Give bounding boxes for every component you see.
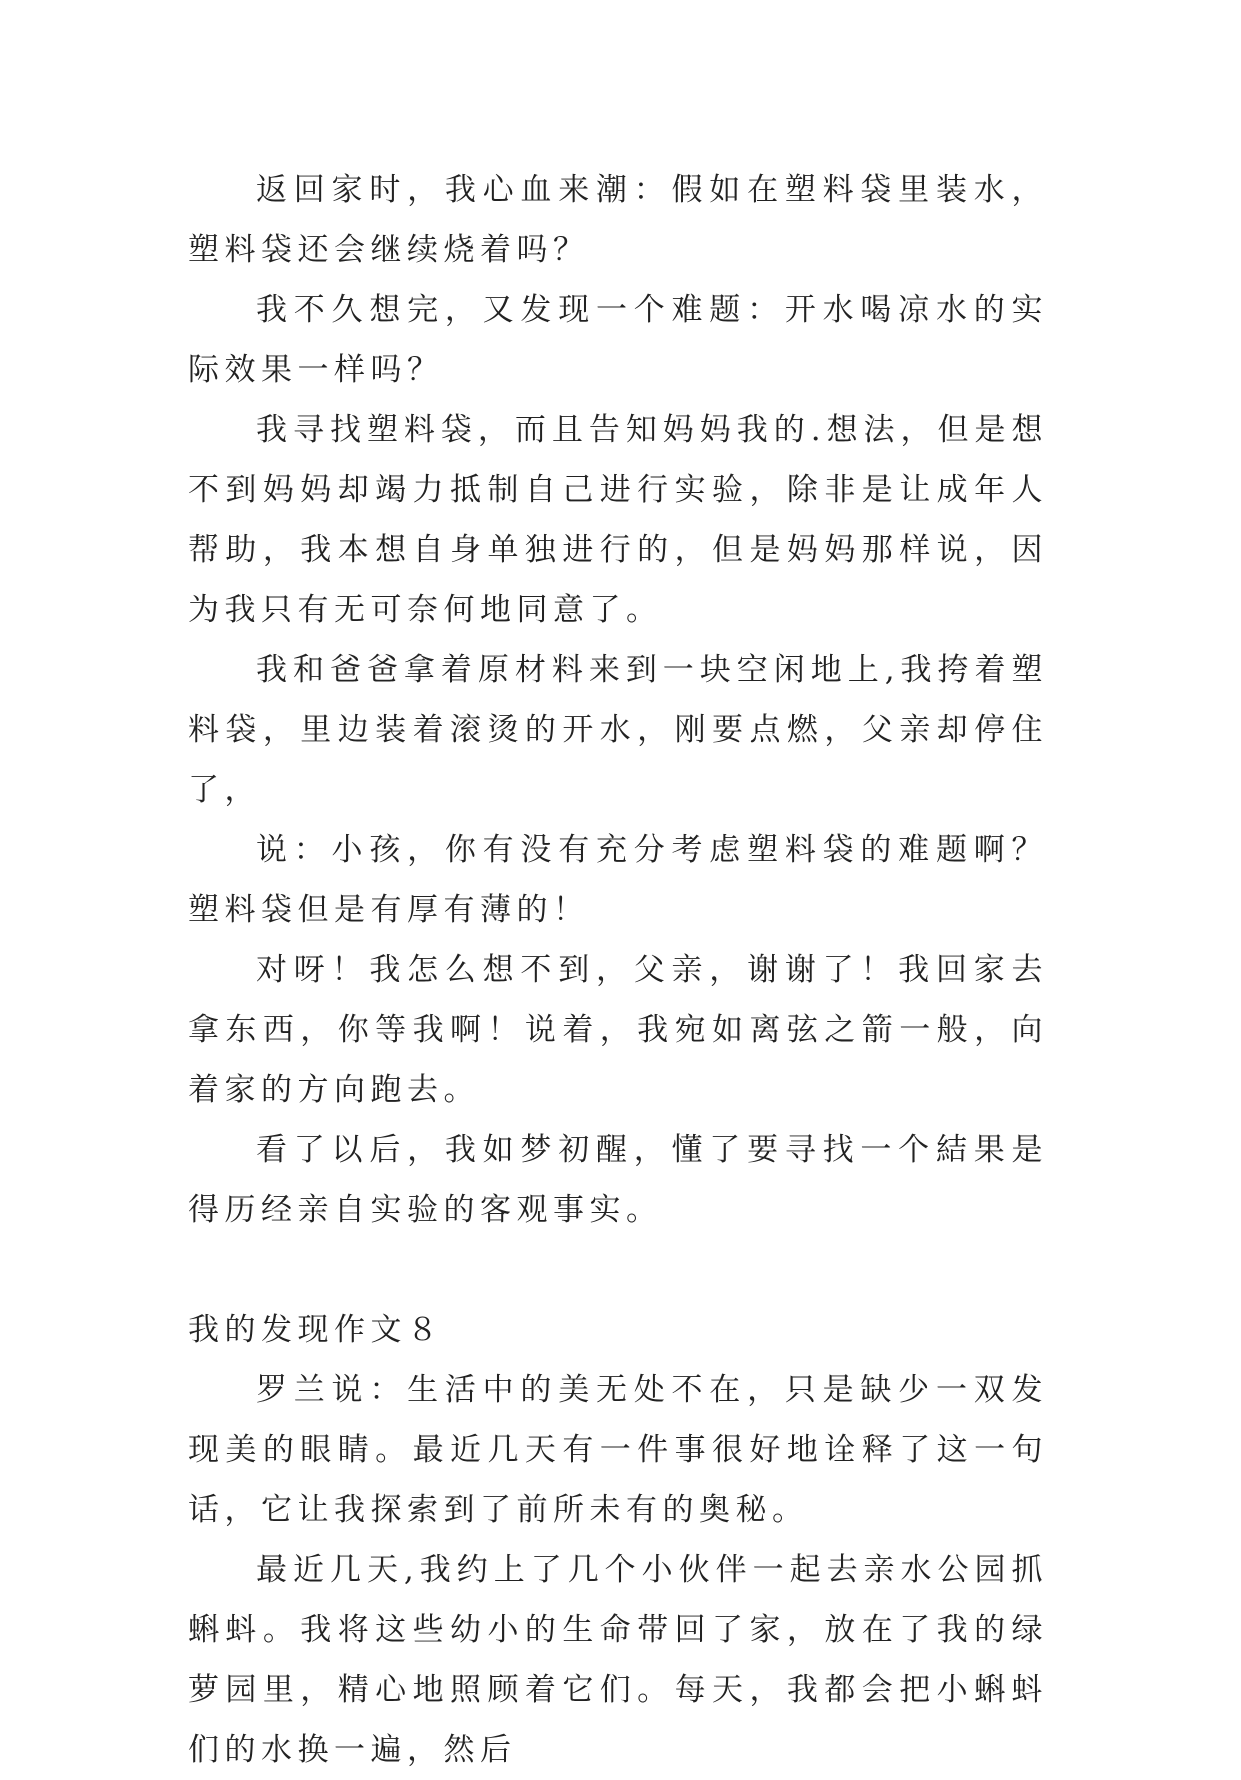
paragraph: 返回家时，我心血来潮：假如在塑料袋里装水，塑料袋还会继续烧着吗？: [188, 172, 1048, 268]
paragraph: 对呀！我怎么想不到，父亲，谢谢了！我回家去拿东西，你等我啊！说着，我宛如离弦之箭一般，向着家的方向跑去。: [188, 952, 1048, 1108]
section-title: 我的发现作文８: [188, 1312, 444, 1348]
document-body: [188, 160, 1048, 1780]
paragraph: 我寻找塑料袋，而且告知妈妈我的.想法，但是想不到妈妈却竭力抵制自己进行实验，除非是让成年人帮助，我本想自身单独进行的，但是妈妈那样说，因为我只有无可奈何地同意了。: [188, 412, 1048, 628]
paragraph: 说：小孩，你有没有充分考虑塑料袋的难题啊？塑料袋但是有厚有薄的！: [188, 832, 1048, 928]
paragraph: 我不久想完，又发现一个难题：开水喝凉水的实际效果一样吗？: [188, 292, 1048, 388]
paragraph: 罗兰说：生活中的美无处不在，只是缺少一双发现美的眼睛。最近几天有一件事很好地诠释了这一句话，它让我探索到了前所未有的奥秘。: [188, 1372, 1048, 1528]
paragraph: 看了以后，我如梦初醒，懂了要寻找一个結果是得历经亲自实验的客观事实。: [188, 1132, 1048, 1228]
paragraph: 我和爸爸拿着原材料来到一块空闲地上,我挎着塑料袋，里边装着滚烫的开水，刚要点燃，父亲却停住了，: [188, 652, 1048, 808]
paragraph: 最近几天,我约上了几个小伙伴一起去亲水公园抓蝌蚪。我将这些幼小的生命带回了家，放在了我的绿萝园里，精心地照顾着它们。每天，我都会把小蝌蚪们的水换一遍，然后: [188, 1552, 1048, 1768]
